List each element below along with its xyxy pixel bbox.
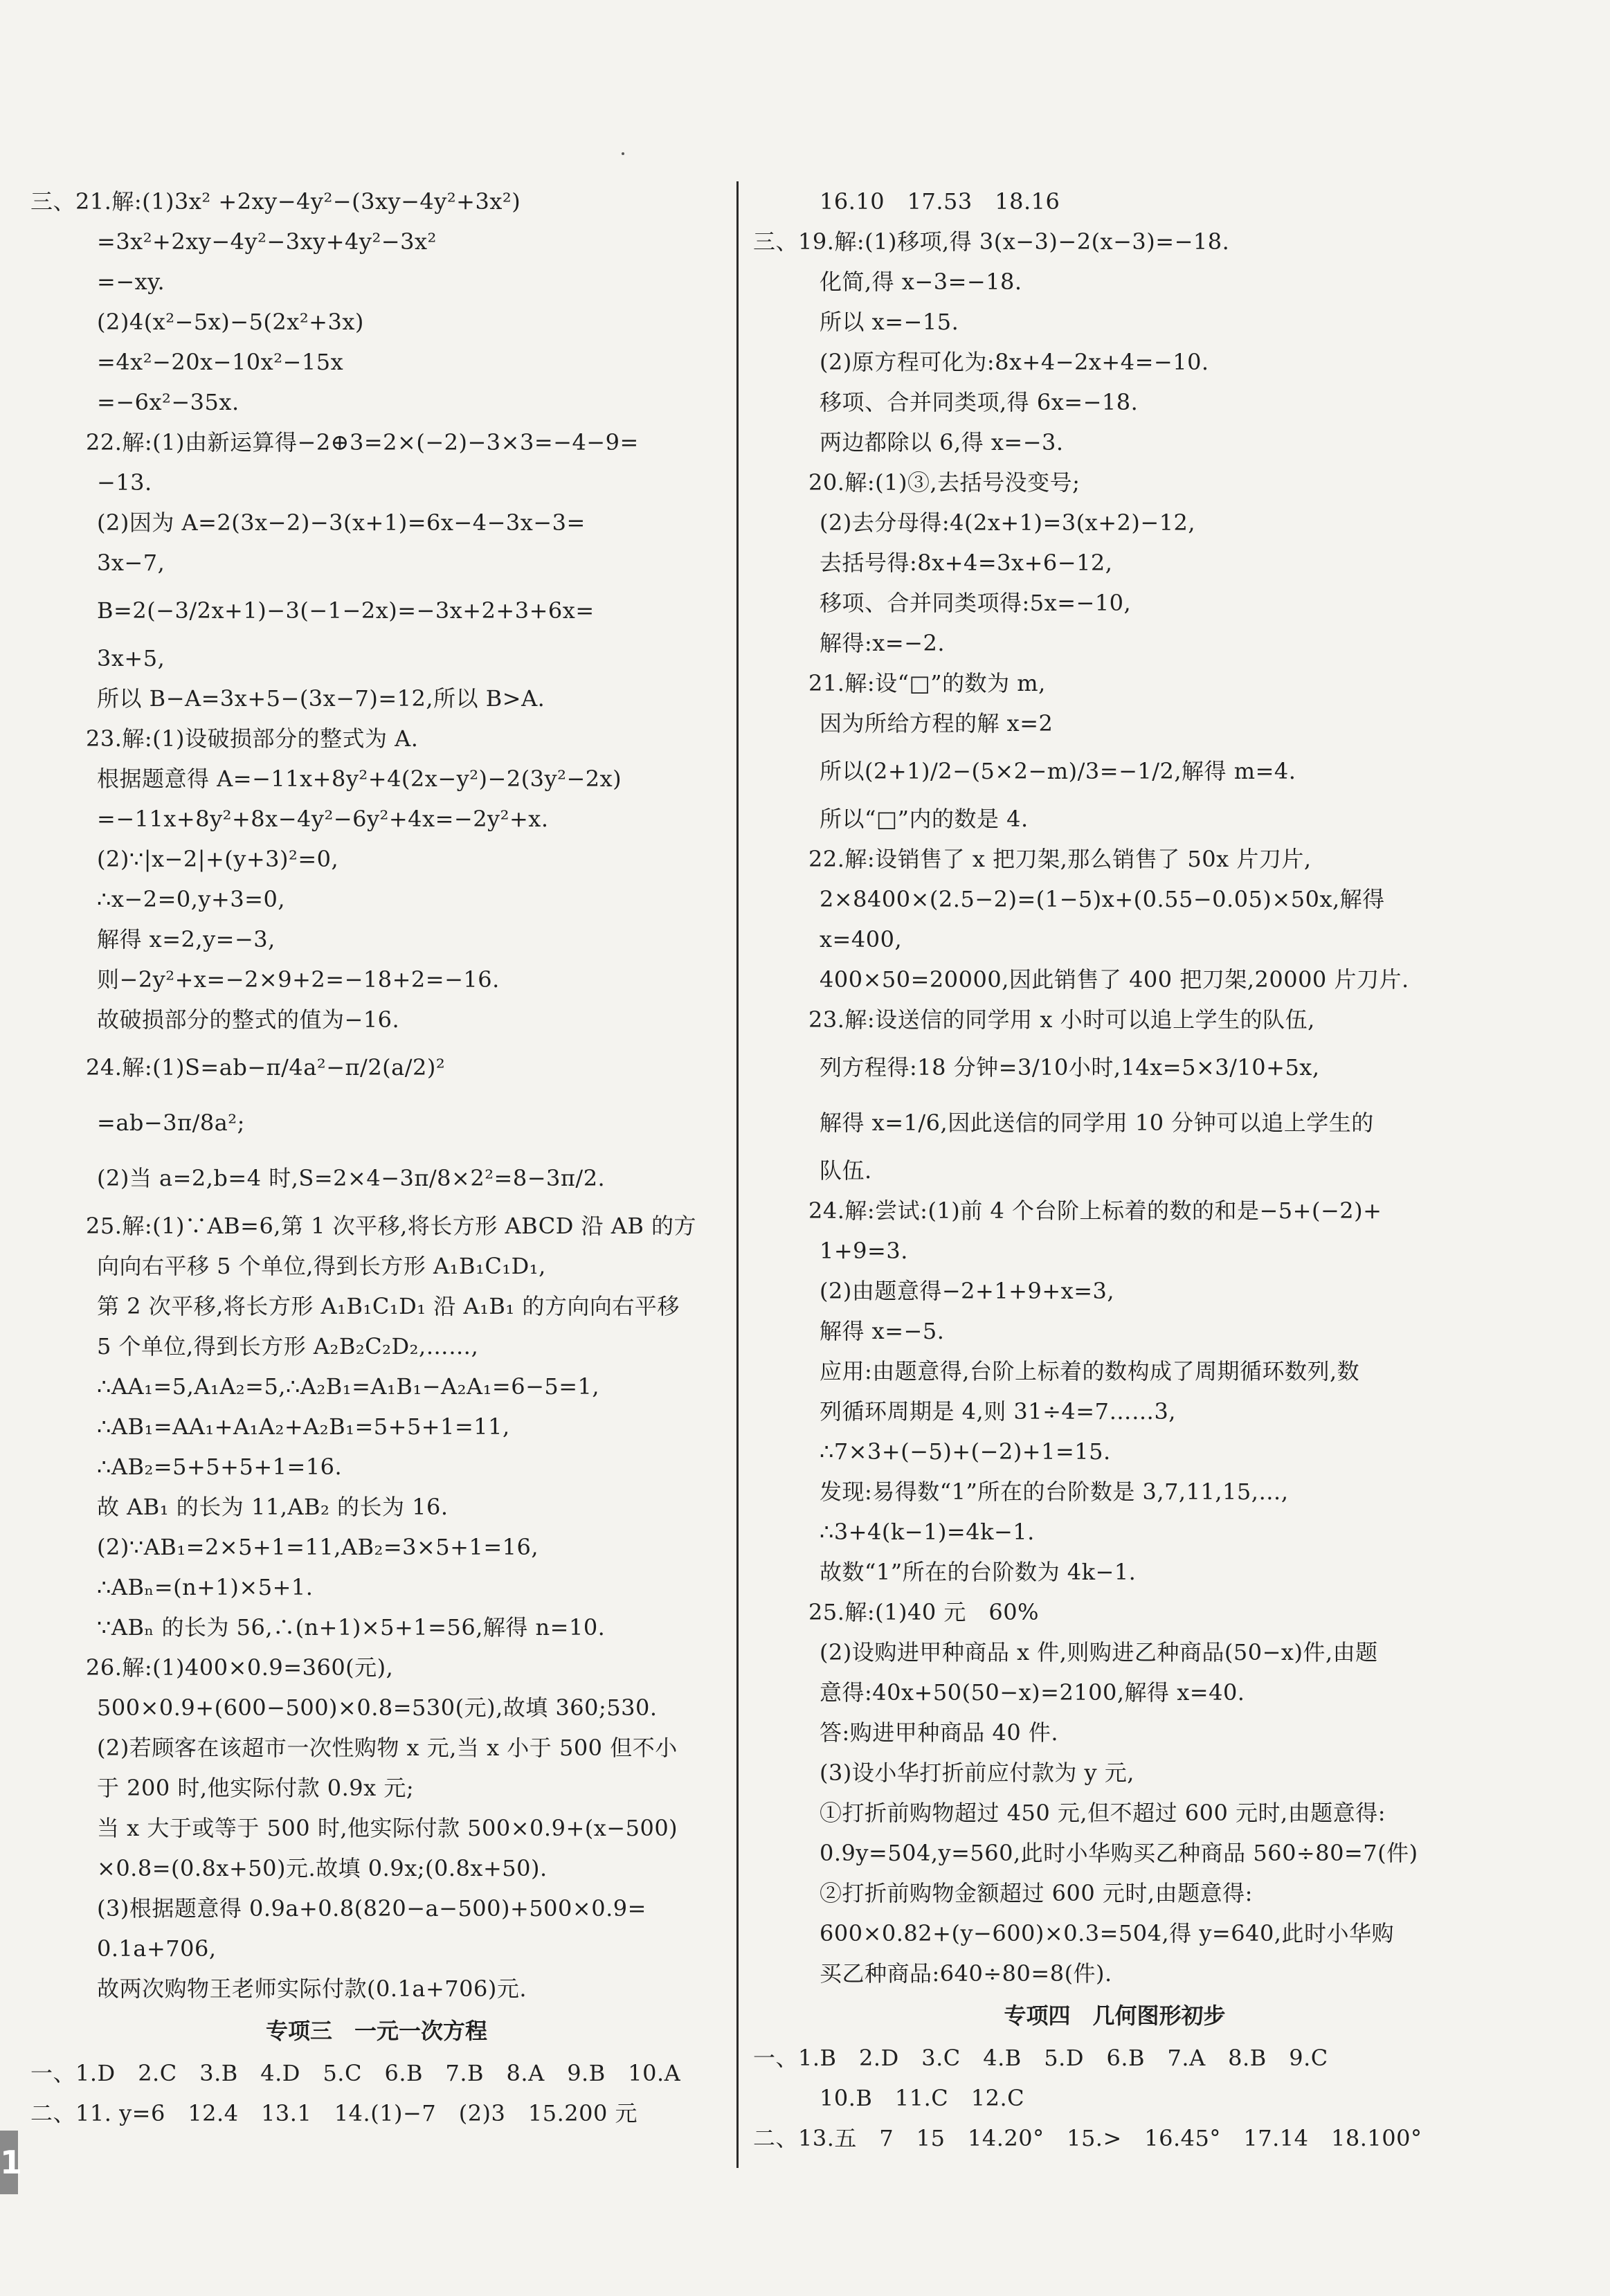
answer-line: 500×0.9+(600−500)×0.8=530(元),故填 360;530. <box>97 1694 658 1721</box>
answer-line: 所以(2+1)/2−(5×2−m)/3=−1/2,解得 m=4. <box>820 758 1296 784</box>
answer-line: 23.解:(1)设破损部分的整式为 A. <box>86 725 419 752</box>
answer-line: 移项、合并同类项,得 6x=−18. <box>820 389 1139 415</box>
answer-line: ∴AB₂=5+5+5+1=16. <box>97 1454 343 1480</box>
answer-line: 当 x 大于或等于 500 时,他实际付款 500×0.9+(x−500) <box>97 1815 678 1841</box>
answer-line: ×0.8=(0.8x+50)元.故填 0.9x;(0.8x+50). <box>97 1855 548 1881</box>
answer-line: (2)由题意得−2+1+9+x=3, <box>820 1278 1115 1304</box>
section-3-answers <box>30 2053 723 2133</box>
answer-line: 两边都除以 6,得 x=−3. <box>820 429 1064 455</box>
answer-line: 一、1.D 2.C 3.B 4.D 5.C 6.B 7.B 8.A 9.B 10.A <box>30 2060 681 2086</box>
answer-line: 移项、合并同类项得:5x=−10, <box>820 590 1132 616</box>
answer-line: 一、1.B 2.D 3.C 4.B 5.D 6.B 7.A 8.B 9.C <box>753 2045 1328 2071</box>
answer-line: 向向右平移 5 个单位,得到长方形 A₁B₁C₁D₁, <box>97 1253 546 1279</box>
answer-line: 所以“□”内的数是 4. <box>820 806 1029 832</box>
answer-line: 400×50=20000,因此销售了 400 把刀架,20000 片刀片. <box>820 966 1409 993</box>
answer-line: (2)原方程可化为:8x+4−2x+4=−10. <box>820 349 1209 375</box>
answer-line: ∴3+4(k−1)=4k−1. <box>820 1519 1035 1545</box>
answer-line: ∴ABₙ=(n+1)×5+1. <box>97 1574 314 1600</box>
answer-line: 第 2 次平移,将长方形 A₁B₁C₁D₁ 沿 A₁B₁ 的方向向右平移 <box>97 1293 680 1319</box>
answer-line: 意得:40x+50(50−x)=2100,解得 x=40. <box>820 1679 1245 1706</box>
right-column <box>753 181 1476 2158</box>
answer-line: (2)∵|x−2|+(y+3)²=0, <box>97 846 339 872</box>
answer-line: 于 200 时,他实际付款 0.9x 元; <box>97 1775 415 1801</box>
answer-line: 三、19.解:(1)移项,得 3(x−3)−2(x−3)=−18. <box>753 228 1230 255</box>
answer-line: =4x²−20x−10x²−15x <box>97 349 344 375</box>
speck <box>622 152 624 155</box>
answer-line: 所以 B−A=3x+5−(3x−7)=12,所以 B>A. <box>97 685 545 712</box>
answer-line: ∴x−2=0,y+3=0, <box>97 886 286 912</box>
answer-line: (2)4(x²−5x)−5(2x²+3x) <box>97 309 364 335</box>
answer-line: 故破损部分的整式的值为−16. <box>97 1006 400 1033</box>
answer-line: 23.解:设送信的同学用 x 小时可以追上学生的队伍, <box>808 1006 1315 1033</box>
answer-line: =−11x+8y²+8x−4y²−6y²+4x=−2y²+x. <box>97 806 549 832</box>
answer-line: ∴AA₁=5,A₁A₂=5,∴A₂B₁=A₁B₁−A₂A₁=6−5=1, <box>97 1373 600 1400</box>
answer-line: (2)若顾客在该超市一次性购物 x 元,当 x 小于 500 但不小 <box>97 1735 678 1761</box>
answer-line: 故数“1”所在的台阶数为 4k−1. <box>820 1559 1137 1585</box>
answer-line: 10.B 11.C 12.C <box>820 2085 1025 2111</box>
answer-line: =−6x²−35x. <box>97 389 239 415</box>
answer-line: =−xy. <box>97 269 165 295</box>
answer-line: ①打折前购物超过 450 元,但不超过 600 元时,由题意得: <box>820 1800 1386 1826</box>
answer-line: 600×0.82+(y−600)×0.3=504,得 y=640,此时小华购 <box>820 1920 1394 1946</box>
section-heading-4: 专项四 几何图形初步 <box>1004 2003 1226 2029</box>
answer-line: 化简,得 x−3=−18. <box>820 269 1022 295</box>
answer-line: 买乙种商品:640÷80=8(件). <box>820 1960 1112 1987</box>
answer-line: 队伍. <box>820 1157 872 1184</box>
answer-line: 所以 x=−15. <box>820 309 959 335</box>
answer-line: 发现:易得数“1”所在的台阶数是 3,7,11,15,…, <box>820 1479 1289 1505</box>
answer-line: (2)设购进甲种商品 x 件,则购进乙种商品(50−x)件,由题 <box>820 1639 1378 1665</box>
answer-line: 25.解:(1)∵AB=6,第 1 次平移,将长方形 ABCD 沿 AB 的方 <box>86 1213 697 1239</box>
answer-line: (2)∵AB₁=2×5+1=11,AB₂=3×5+1=16, <box>97 1534 539 1560</box>
answer-line: 解得 x=2,y=−3, <box>97 926 275 952</box>
answer-line: 2×8400×(2.5−2)=(1−5)x+(0.55−0.05)×50x,解得 <box>820 886 1385 912</box>
answer-line: 21.解:设“□”的数为 m, <box>808 670 1046 696</box>
answer-line: 0.1a+706, <box>97 1935 217 1962</box>
answer-line: 5 个单位,得到长方形 A₂B₂C₂D₂,……, <box>97 1333 479 1359</box>
answer-line: 二、13.五 7 15 14.20° 15.> 16.45° 17.14 18.100° <box>753 2125 1422 2151</box>
answer-line: 去括号得:8x+4=3x+6−12, <box>820 550 1113 576</box>
left-column <box>30 181 723 2133</box>
answer-line: 3x−7, <box>97 550 165 576</box>
answer-line: 0.9y=504,y=560,此时小华购买乙种商品 560÷80=7(件) <box>820 1840 1418 1866</box>
right-answer-lines <box>753 181 1476 1994</box>
answer-line: 26.解:(1)400×0.9=360(元), <box>86 1654 394 1681</box>
answer-line: 三、21.解:(1)3x² +2xy−4y²−(3xy−4y²+3x²) <box>30 188 521 215</box>
answer-line: ②打折前购物金额超过 600 元时,由题意得: <box>820 1880 1253 1906</box>
answer-line: (2)因为 A=2(3x−2)−3(x+1)=6x−4−3x−3= <box>97 509 586 536</box>
answer-line: =ab−3π/8a²; <box>97 1110 245 1136</box>
answer-line: (3)设小华打折前应付款为 y 元, <box>820 1760 1134 1786</box>
answer-line: 16.10 17.53 18.16 <box>820 188 1060 215</box>
answer-line: 列循环周期是 4,则 31÷4=7……3, <box>820 1398 1176 1425</box>
answer-line: B=2(−3/2x+1)−3(−1−2x)=−3x+2+3+6x= <box>97 597 595 624</box>
answer-line: 解得:x=−2. <box>820 630 945 656</box>
answer-line: ∴7×3+(−5)+(−2)+1=15. <box>820 1438 1111 1465</box>
answer-line: 二、11. y=6 12.4 13.1 14.(1)−7 (2)3 15.200 元 <box>30 2100 638 2126</box>
answer-line: ∴AB₁=AA₁+A₁A₂+A₂B₁=5+5+1=11, <box>97 1413 510 1440</box>
answer-line: 答:购进甲种商品 40 件. <box>820 1719 1059 1746</box>
answer-line: 根据题意得 A=−11x+8y²+4(2x−y²)−2(3y²−2x) <box>97 766 622 792</box>
answer-line: −13. <box>97 469 152 496</box>
section-heading-3: 专项三 一元一次方程 <box>265 2018 487 2044</box>
answer-line: x=400, <box>820 926 903 952</box>
answer-line: (2)去分母得:4(2x+1)=3(x+2)−12, <box>820 509 1196 536</box>
answer-line: ∵ABₙ 的长为 56,∴(n+1)×5+1=56,解得 n=10. <box>97 1614 606 1640</box>
answer-line: 24.解:尝试:(1)前 4 个台阶上标着的数的和是−5+(−2)+ <box>808 1197 1382 1224</box>
answer-line: (3)根据题意得 0.9a+0.8(820−a−500)+500×0.9= <box>97 1895 646 1922</box>
answer-line: 列方程得:18 分钟=3/10小时,14x=5×3/10+5x, <box>820 1054 1320 1081</box>
left-answer-lines <box>30 181 723 2009</box>
answer-line: =3x²+2xy−4y²−3xy+4y²−3x² <box>97 228 437 255</box>
answer-line: (2)当 a=2,b=4 时,S=2×4−3π/8×2²=8−3π/2. <box>97 1165 606 1191</box>
answer-line: 因为所给方程的解 x=2 <box>820 710 1053 736</box>
answer-line: 故 AB₁ 的长为 11,AB₂ 的长为 16. <box>97 1494 449 1520</box>
answer-line: 解得 x=−5. <box>820 1318 945 1344</box>
page-number-tab: 1 <box>0 2131 18 2194</box>
answer-line: 20.解:(1)③,去括号没变号; <box>808 469 1080 496</box>
answer-line: 故两次购物王老师实际付款(0.1a+706)元. <box>97 1976 527 2002</box>
section-4-answers <box>753 2038 1476 2158</box>
answer-line: 25.解:(1)40 元 60% <box>808 1599 1040 1625</box>
answer-line: 22.解:设销售了 x 把刀架,那么销售了 50x 片刀片, <box>808 846 1312 872</box>
answer-line: 22.解:(1)由新运算得−2⊕3=2×(−2)−3×3=−4−9= <box>86 429 639 455</box>
column-divider <box>736 181 739 2168</box>
answer-line: 1+9=3. <box>820 1238 908 1264</box>
answer-line: 3x+5, <box>97 645 165 671</box>
answer-line: 则−2y²+x=−2×9+2=−18+2=−16. <box>97 966 500 993</box>
answer-line: 24.解:(1)S=ab−π/4a²−π/2(a/2)² <box>86 1054 446 1081</box>
answer-line: 解得 x=1/6,因此送信的同学用 10 分钟可以追上学生的 <box>820 1110 1374 1136</box>
answer-line: 应用:由题意得,台阶上标着的数构成了周期循环数列,数 <box>820 1358 1360 1384</box>
